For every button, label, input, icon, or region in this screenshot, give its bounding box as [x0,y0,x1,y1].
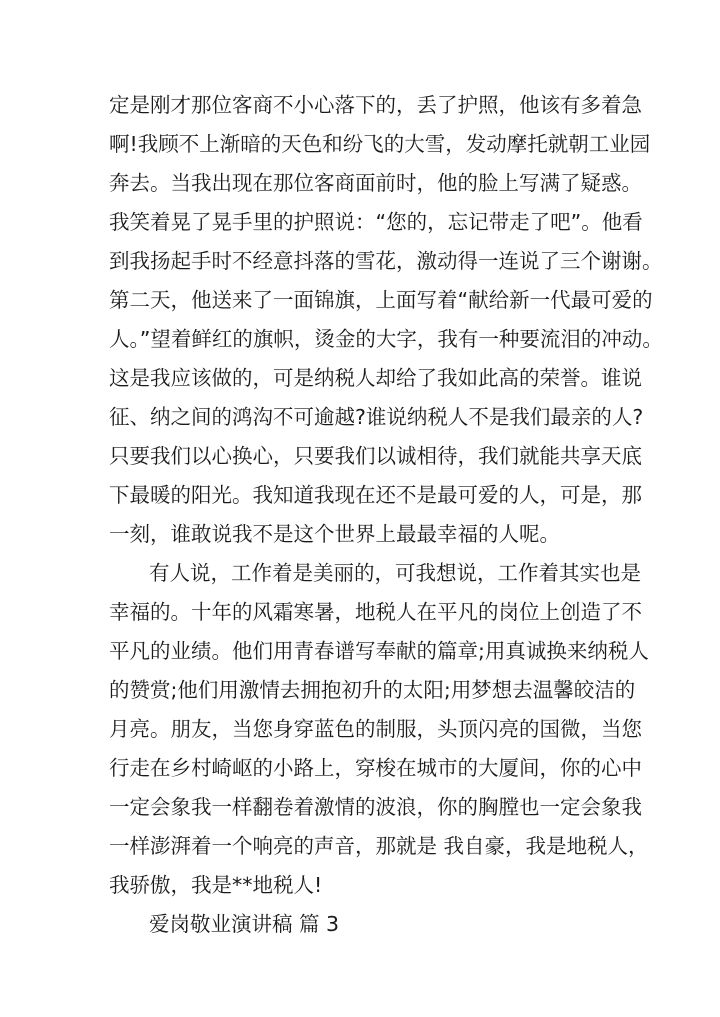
paragraph-line: 征、纳之间的鸿沟不可逾越?谁说纳税人不是我们最亲的人? [109,405,644,429]
section-heading: 爱岗敬业演讲稿 篇 3 [149,912,340,936]
paragraph-line: 下最暖的阳光。我知道我现在还不是最可爱的人，可是，那 [109,483,642,507]
paragraph-line: 平凡的业绩。他们用青春谱写奉献的篇章;用真诚换来纳税人 [109,639,649,663]
paragraph-line: 这是我应该做的，可是纳税人却给了我如此高的荣誉。谁说 [109,366,642,390]
paragraph-line: 定是刚才那位客商不小心落下的，丢了护照，他该有多着急 [109,93,642,117]
paragraph-line: 到我扬起手时不经意抖落的雪花，激动得一连说了三个谢谢。 [109,249,663,273]
paragraph-line: 的赞赏;他们用激情去拥抱初升的太阳;用梦想去温馨皎洁的 [109,678,636,702]
paragraph-line: 第二天，他送来了一面锦旗，上面写着“献给新一代最可爱的 [109,288,653,312]
paragraph-line: 幸福的。十年的风霜寒暑，地税人在平凡的岗位上创造了不 [109,600,642,624]
paragraph-line: 啊!我顾不上渐暗的天色和纷飞的大雪，发动摩托就朝工业园 [109,132,651,156]
paragraph-line: 月亮。朋友，当您身穿蓝色的制服，头顶闪亮的国微，当您 [109,717,642,741]
paragraph-line: 一刻，谁敢说我不是这个世界上最最幸福的人呢。 [109,522,560,546]
paragraph-line: 行走在乡村崎岖的小路上，穿梭在城市的大厦间，你的心中 [109,756,642,780]
paragraph-line: 我笑着晃了晃手里的护照说：“您的，忘记带走了吧”。他看 [109,210,643,234]
paragraph-line: 我骄傲，我是**地税人! [109,873,323,897]
paragraph-line: 只要我们以心换心，只要我们以诚相待，我们就能共享天底 [109,444,642,468]
paragraph-line: 人。”望着鲜红的旗帜，烫金的大字，我有一种要流泪的冲动。 [109,327,663,351]
paragraph-line: 奔去。当我出现在那位客商面前时，他的脸上写满了疑惑。 [109,171,642,195]
paragraph-line: 一定会象我一样翻卷着激情的波浪，你的胸膛也一定会象我 [109,795,642,819]
paragraph-line: 一样澎湃着一个响亮的声音，那就是 我自豪，我是地税人， [109,834,649,858]
paragraph-line: 有人说，工作着是美丽的，可我想说，工作着其实也是 [149,561,641,585]
